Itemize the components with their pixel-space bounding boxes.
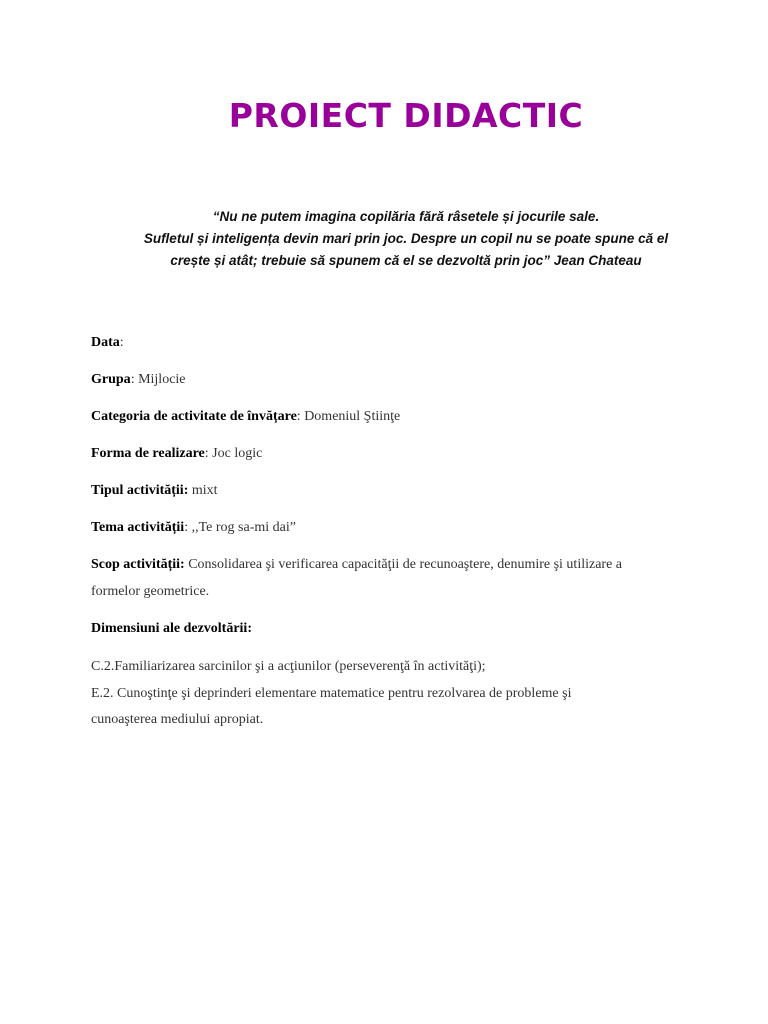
field-separator: : xyxy=(204,446,209,461)
epigraph-quote xyxy=(100,206,712,272)
quote-line: crește și atât; trebuie să spunem că el se dezvoltă prin joc” Jean Chateau xyxy=(170,253,642,268)
field-tipul xyxy=(91,482,691,500)
field-separator: : xyxy=(184,520,189,535)
quote-line: Sufletul și inteligența devin mari prin joc. Despre un copil nu se poate spune că el xyxy=(143,231,669,246)
document-title: PROIECT DIDACTIC xyxy=(228,96,584,135)
field-label: Data xyxy=(91,335,120,350)
field-label: Tipul activității: xyxy=(91,483,189,498)
field-value: Consolidarea şi verificarea capacităţii de recunoaştere, denumire şi utilizare a xyxy=(184,557,623,572)
field-label: Scop activității: xyxy=(91,557,185,572)
field-separator: : xyxy=(130,372,135,387)
field-value: mixt xyxy=(188,483,218,498)
field-label: Categoria de activitate de învățare xyxy=(91,409,297,424)
field-categoria xyxy=(91,408,691,426)
field-separator: : xyxy=(119,335,124,350)
scop-continuation: formelor geometrice. xyxy=(91,584,210,599)
field-forma xyxy=(91,445,691,463)
dimension-item-continuation: cunoaşterea mediului apropiat. xyxy=(91,712,264,727)
field-tema xyxy=(91,519,691,537)
field-grupa xyxy=(91,371,691,389)
field-separator: : xyxy=(296,409,301,424)
field-value: Mijlocie xyxy=(134,372,186,387)
field-value: ,,Te rog sa-mi dai” xyxy=(188,520,296,535)
dimensions-heading xyxy=(91,620,691,638)
field-value: Joc logic xyxy=(208,446,263,461)
quote-line: “Nu ne putem imagina copilăria fără râsetele și jocurile sale. xyxy=(212,209,600,224)
field-label: Tema activității xyxy=(91,520,185,535)
field-label: Forma de realizare xyxy=(91,446,205,461)
dimensions-heading-label: Dimensiuni ale dezvoltării: xyxy=(91,621,252,636)
field-label: Grupa xyxy=(91,372,131,387)
field-scop xyxy=(91,556,691,574)
dimension-item: E.2. Cunoştinţe şi deprinderi elementare matematice pentru rezolvarea de probleme şi xyxy=(91,686,572,701)
field-data xyxy=(91,334,691,352)
dimension-item: C.2.Familiarizarea sarcinilor şi a acţiunilor (perseverenţă în activităţi); xyxy=(91,659,486,674)
field-value: Domeniul Ştiinţe xyxy=(300,409,401,424)
